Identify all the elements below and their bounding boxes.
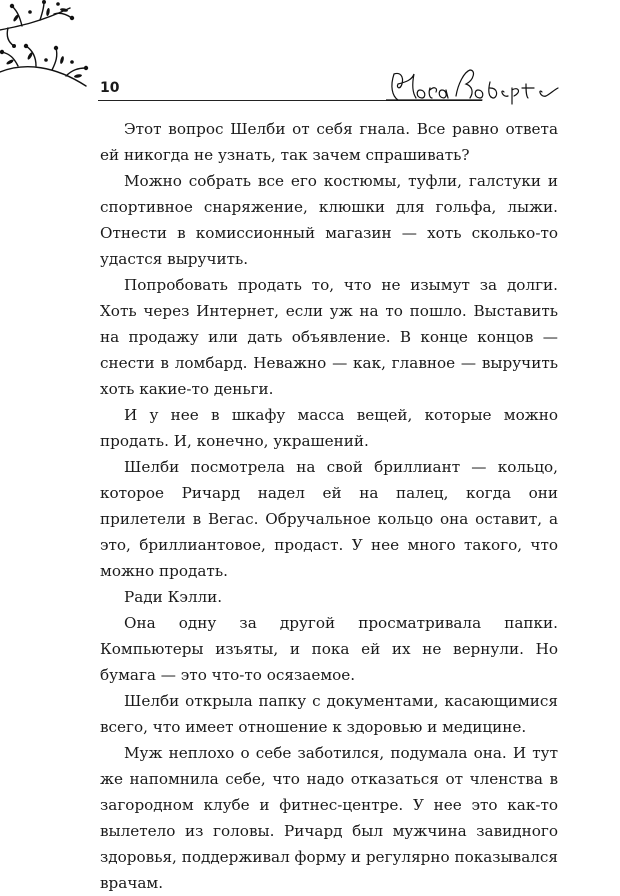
author-signature bbox=[386, 66, 562, 106]
body-text bbox=[100, 116, 558, 896]
paragraph: Шелби открыла папку с документами, касающимися всего, что имеет отношение к здоровью и медицине. bbox=[100, 692, 558, 736]
paragraph: Можно собрать все его костюмы, туфли, галстуки и спортивное снаряжение, клюшки для гольфа, лыжи. Отнести в комиссионный магазин — хоть сколько-то удастся выручить. bbox=[100, 172, 558, 268]
paragraph: Муж неплохо о себе заботился, подумала она. И тут же напомнила себе, что надо отказаться от членства в загородном клубе и фитнес-центре. У нее это как-то вылетело из головы. Ричард был мужчина завидного здоровья, поддерживал форму и регулярно показывался врачам. bbox=[100, 744, 559, 892]
branch-ornament-icon bbox=[0, 0, 100, 92]
paragraph: Она одну за другой просматривала папки. Компьютеры изъяты, и пока ей их не вернули. Но бумага — это что-то осязаемое. bbox=[100, 614, 558, 684]
paragraph: И у нее в шкафу масса вещей, которые можно продать. И, конечно, украшений. bbox=[100, 406, 558, 450]
paragraph: Этот вопрос Шелби от себя гнала. Все равно ответа ей никогда не узнать, так зачем спрашивать? bbox=[100, 120, 558, 164]
paragraph: Шелби посмотрела на свой бриллиант — кольцо, которое Ричард надел ей на палец, когда они прилетели в Вегас. Обручальное кольцо она оставит, а это, бриллиантовое, продаст. У нее много такого, что можно продать. bbox=[100, 458, 558, 580]
page-number: 10 bbox=[100, 80, 120, 96]
paragraph: Попробовать продать то, что не изымут за долги. Хоть через Интернет, если уж на то пошло. Выставить на продажу или дать объявление. В конце концов — снести в ломбард. Неважно — как, главное — выручить хоть какие-то деньги. bbox=[100, 276, 558, 398]
paragraph: Ради Кэлли. bbox=[124, 588, 223, 606]
